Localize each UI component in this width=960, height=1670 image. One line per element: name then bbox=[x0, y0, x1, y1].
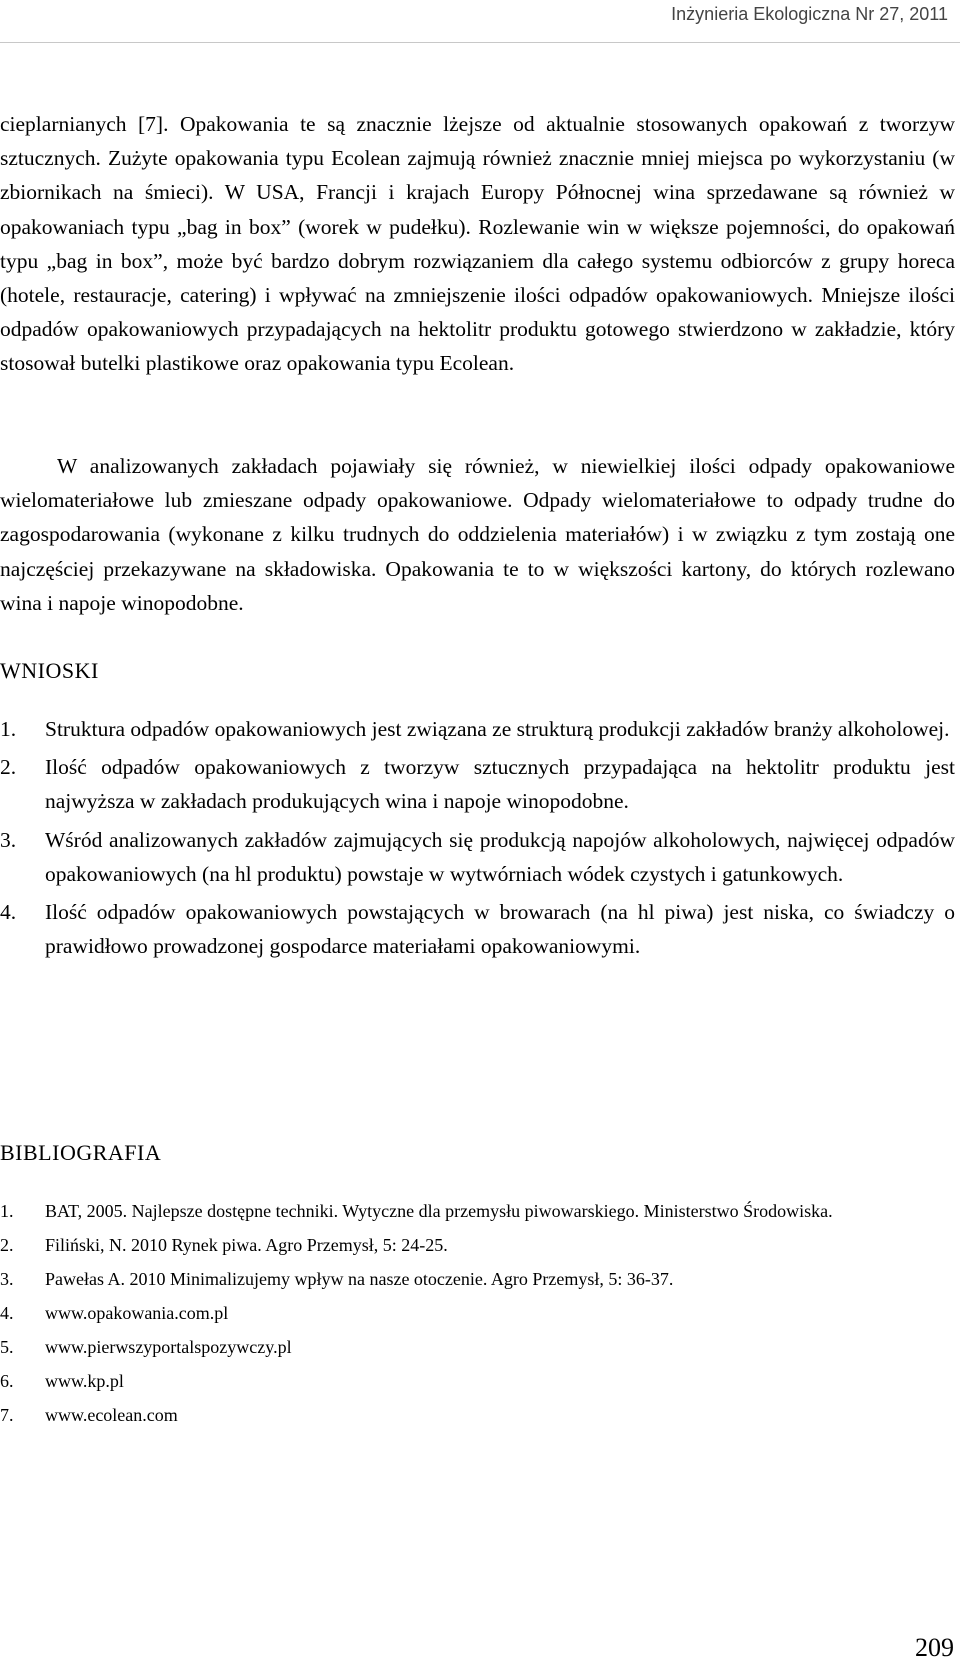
bibliography-number: 3. bbox=[0, 1269, 14, 1289]
bibliography-item bbox=[0, 1200, 955, 1222]
bibliography-item bbox=[0, 1336, 955, 1358]
bibliography-heading: BIBLIOGRAFIA bbox=[0, 1140, 162, 1165]
conclusion-item bbox=[0, 823, 955, 891]
conclusion-number: 4. bbox=[0, 900, 17, 925]
running-header bbox=[0, 0, 960, 43]
bibliography-link: www.kp.pl bbox=[45, 1371, 124, 1391]
bibliography-list bbox=[0, 1200, 955, 1438]
bibliography-link: www.ecolean.com bbox=[45, 1405, 178, 1425]
page-number: 209 bbox=[915, 1633, 954, 1662]
conclusion-text: Wśród analizowanych zakładów zajmujących się produkcją napojów alkoholowych, najwięcej odpadów opakowaniowych (na hl produktu) powstaje w wytwórniach wódek czystych i gatunkowych. bbox=[45, 827, 955, 886]
conclusion-item bbox=[0, 712, 955, 746]
bibliography-number: 2. bbox=[0, 1235, 14, 1255]
bibliography-text: Pawełas A. 2010 Minimalizujemy wpływ na nasze otoczenie. Agro Przemysł, 5: 36-37. bbox=[45, 1269, 674, 1289]
body-paragraph-2: W analizowanych zakładach pojawiały się również, w niewielkiej ilości odpady opakowaniowe wielomateriałowe lub zmieszane odpady opakowaniowe. Odpady wielomateriałowe to odpady trudne do zagospodarowania (wykonane z kilku trudnych do oddzielenia materiałów) i w związku z tym zostają one najczęściej przekazywane na składowiska. Opakowania te to w większości kartony, do których rozlewano wina i napoje winopodobne. bbox=[0, 454, 955, 615]
conclusion-text: Ilość odpadów opakowaniowych z tworzyw sztucznych przypadająca na hektolitr produktu jest najwyższa w zakładach produkujących wina i napoje winopodobne. bbox=[45, 755, 955, 814]
bibliography-number: 6. bbox=[0, 1371, 14, 1391]
conclusion-item bbox=[0, 895, 955, 963]
conclusion-number: 1. bbox=[0, 717, 17, 741]
bibliography-link: www.pierwszyportalspozywczy.pl bbox=[45, 1337, 292, 1357]
bibliography-link: www.opakowania.com.pl bbox=[45, 1303, 229, 1323]
bibliography-text: BAT, 2005. Najlepsze dostępne techniki. Wytyczne dla przemysłu piwowarskiego. Ministerstwo Środowiska. bbox=[45, 1201, 833, 1221]
bibliography-text: Filiński, N. 2010 Rynek piwa. Agro Przemysł, 5: 24-25. bbox=[45, 1235, 448, 1255]
conclusion-text: Ilość odpadów opakowaniowych powstających w browarach (na hl piwa) jest niska, co świadczy o prawidłowo prowadzonej gospodarce materiałami opakowaniowymi. bbox=[45, 900, 955, 959]
bibliography-number: 5. bbox=[0, 1337, 14, 1357]
bibliography-item bbox=[0, 1234, 955, 1256]
conclusions-heading: WNIOSKI bbox=[0, 658, 99, 683]
bibliography-item bbox=[0, 1302, 955, 1324]
bibliography-number: 7. bbox=[0, 1405, 14, 1425]
conclusions-list bbox=[0, 712, 955, 967]
body-paragraph-1: cieplarnianych [7]. Opakowania te są znacznie lżejsze od aktualnie stosowanych opakowań z tworzyw sztucznych. Zużyte opakowania typu Ecolean zajmują również znacznie mniej miejsca po wykorzystaniu (w zbiornikach na śmieci). W USA, Francji i krajach Europy Północnej wina sprzedawane są również w opakowaniach typu „bag in box” (worek w pudełku). Rozlewanie win w większe pojemności, do opakowań typu „bag in box”, może być bardzo dobrym rozwiązaniem dla całego systemu odbiorców z grupy horeca (hotele, restauracje, catering) i wpływać na zmniejszenie ilości odpadów opakowaniowych. Mniejsze ilości odpadów opakowaniowych przypadających na hektolitr produktu gotowego stwierdzono w zakładzie, który stosował butelki plastikowe oraz opakowania typu Ecolean. bbox=[0, 112, 955, 376]
conclusion-item bbox=[0, 750, 955, 818]
bibliography-number: 4. bbox=[0, 1303, 14, 1323]
conclusion-number: 2. bbox=[0, 755, 17, 780]
journal-title: Inżynieria Ekologiczna Nr 27, 2011 bbox=[671, 4, 948, 24]
bibliography-item bbox=[0, 1370, 955, 1392]
bibliography-number: 1. bbox=[0, 1201, 14, 1221]
conclusion-number: 3. bbox=[0, 827, 17, 852]
bibliography-item bbox=[0, 1404, 955, 1426]
conclusion-text: Struktura odpadów opakowaniowych jest związana ze strukturą produkcji zakładów branży alkoholowej. bbox=[45, 717, 950, 741]
bibliography-item bbox=[0, 1268, 955, 1290]
